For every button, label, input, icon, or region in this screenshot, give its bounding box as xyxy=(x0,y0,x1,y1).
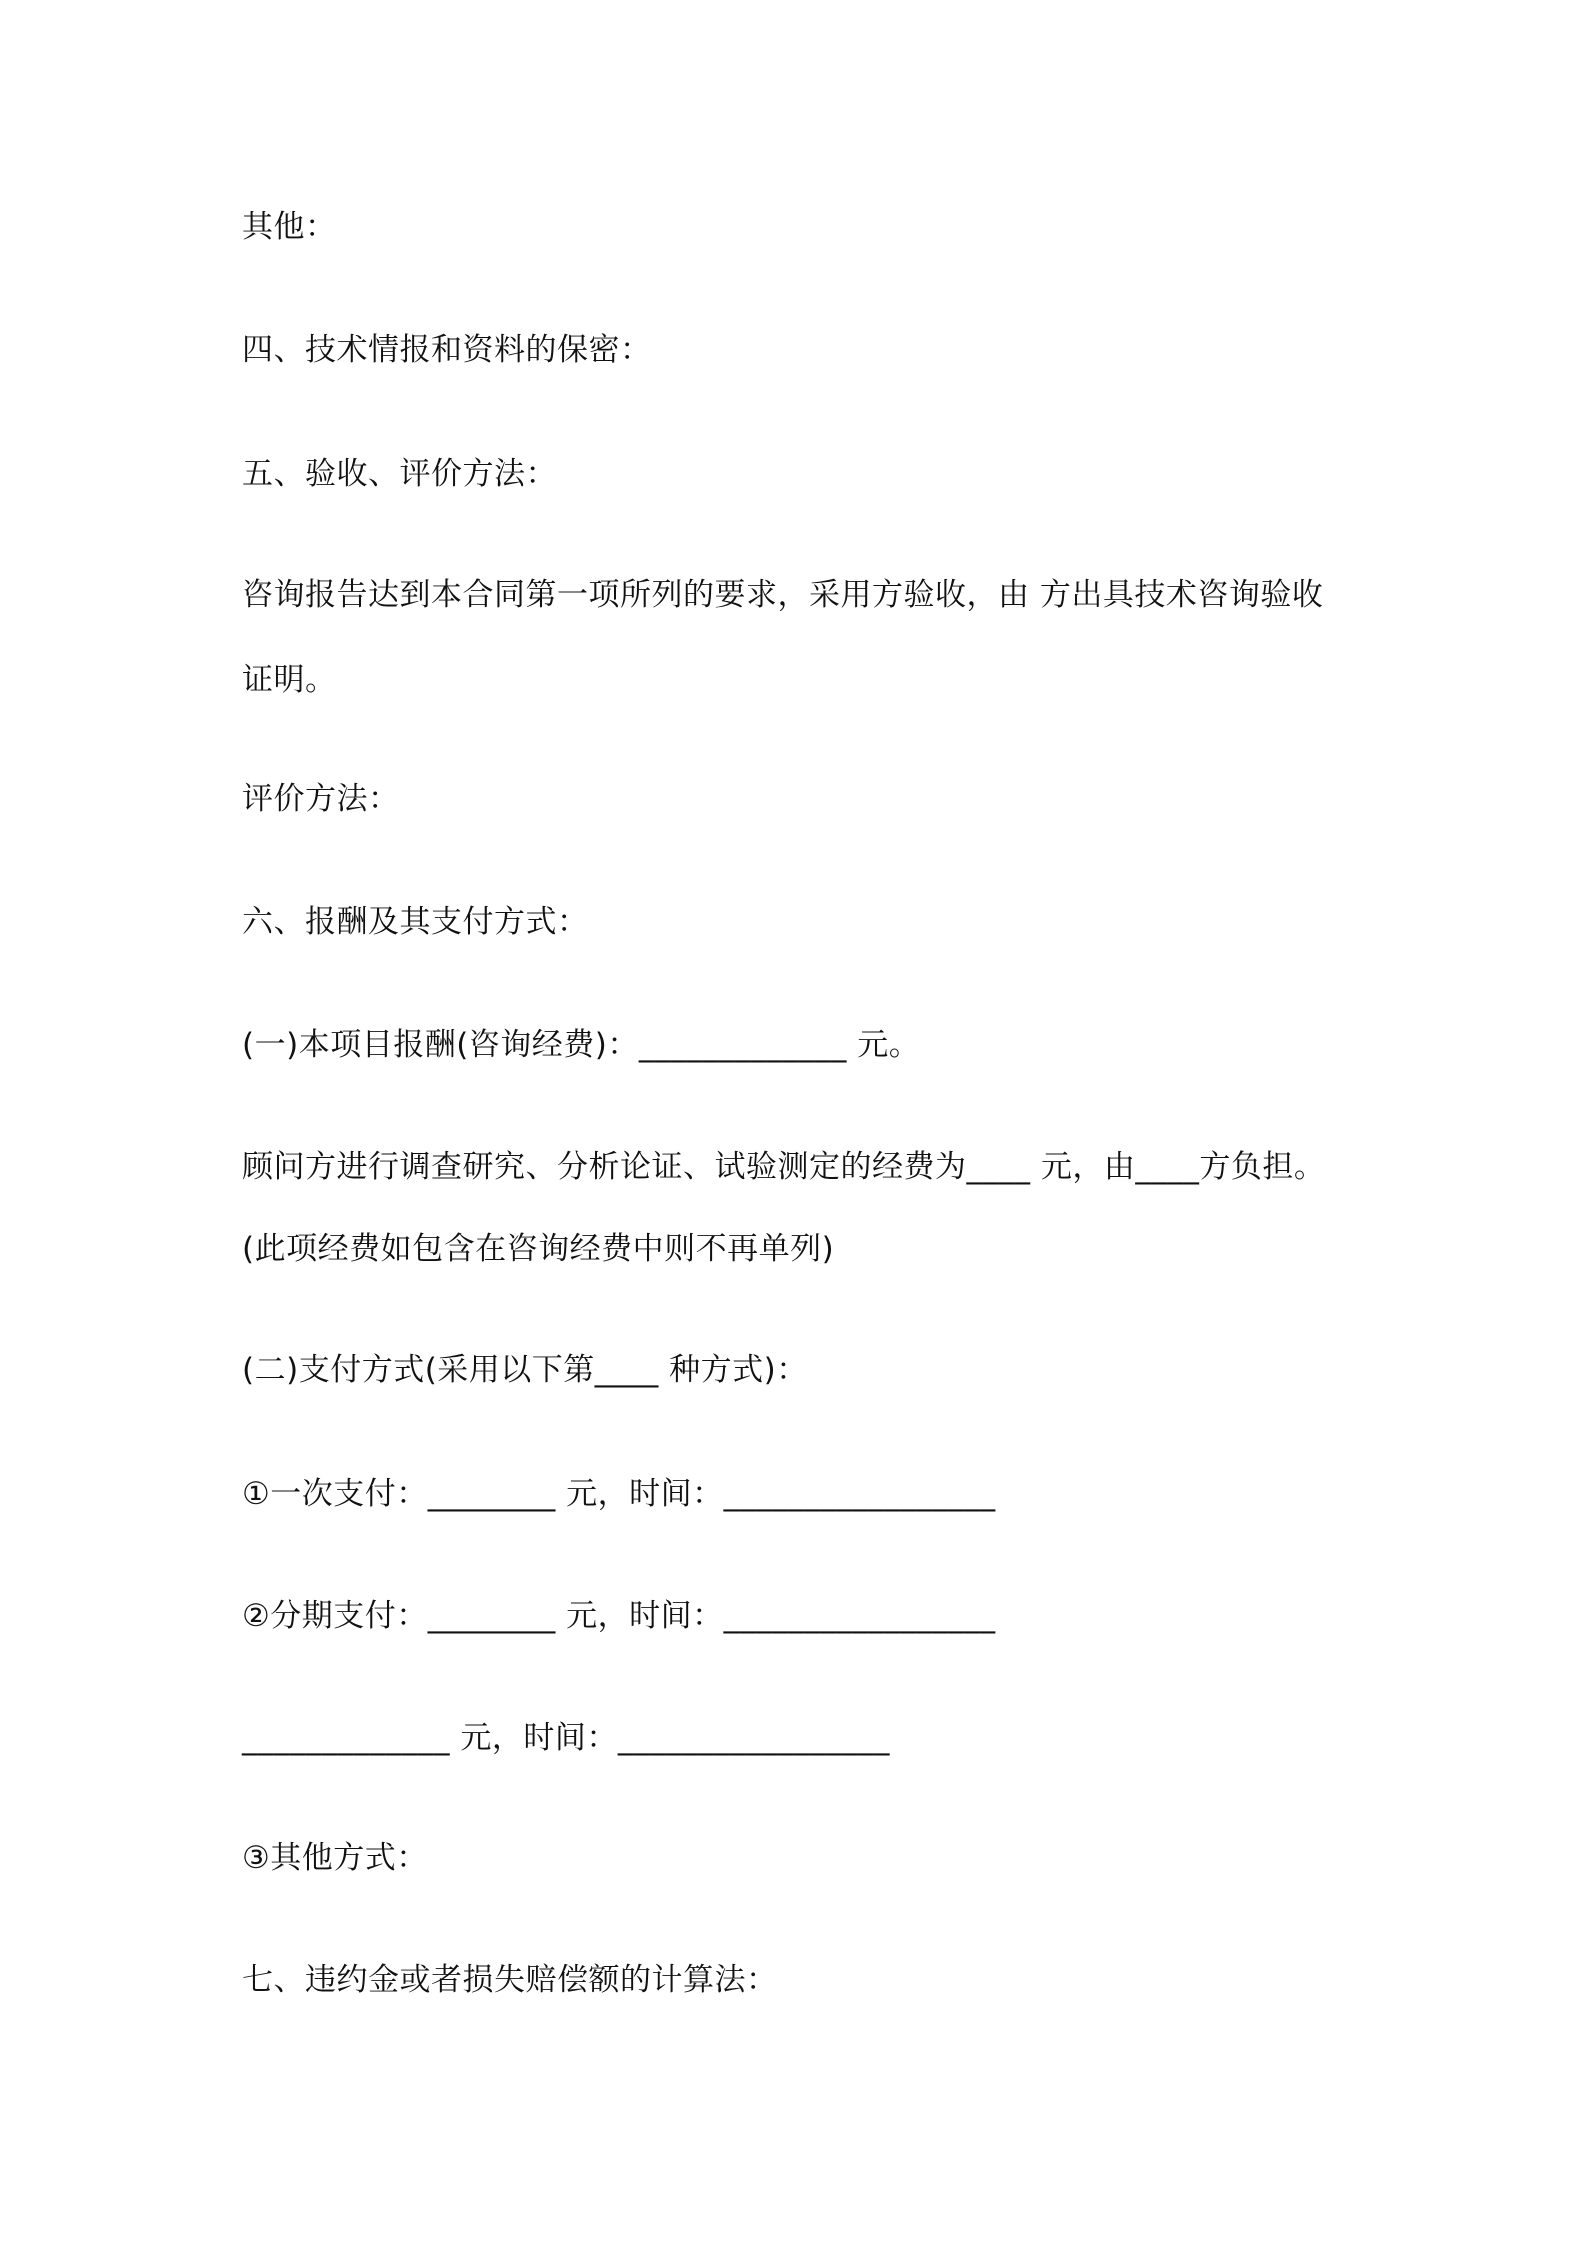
text-remuneration-amount: (一)本项目报酬(咨询经费)：_____________ 元。 xyxy=(242,1027,921,1063)
heading-section-6: 六、报酬及其支付方式： xyxy=(242,904,589,940)
text-payment-lump-sum: ①一次支付：________ 元，时间：_________________ xyxy=(242,1476,996,1512)
text-payment-method: (二)支付方式(采用以下第____ 种方式)： xyxy=(242,1352,808,1388)
text-payment-installment-2: _____________ 元，时间：_________________ xyxy=(242,1720,890,1756)
paragraph-acceptance: 咨询报告达到本合同第一项所列的要求，采用方验收，由 方出具技术咨询验收 xyxy=(242,577,1324,613)
heading-section-4: 四、技术情报和资料的保密： xyxy=(242,332,652,368)
heading-section-7: 七、违约金或者损失赔偿额的计算法： xyxy=(242,1962,778,1998)
text-payment-other: ③其他方式： xyxy=(242,1840,428,1876)
text-research-expense: 顾问方进行调查研究、分析论证、试验测定的经费为____ 元，由____方负担。 xyxy=(242,1149,1326,1185)
text-other: 其他： xyxy=(242,209,337,245)
text-evaluation-method: 评价方法： xyxy=(242,781,400,817)
text-payment-installment: ②分期支付：________ 元，时间：_________________ xyxy=(242,1598,996,1634)
paragraph-acceptance-cont: 证明。 xyxy=(242,662,337,698)
text-expense-note: (此项经费如包含在咨询经费中则不再单列) xyxy=(242,1231,835,1267)
heading-section-5: 五、验收、评价方法： xyxy=(242,456,557,492)
